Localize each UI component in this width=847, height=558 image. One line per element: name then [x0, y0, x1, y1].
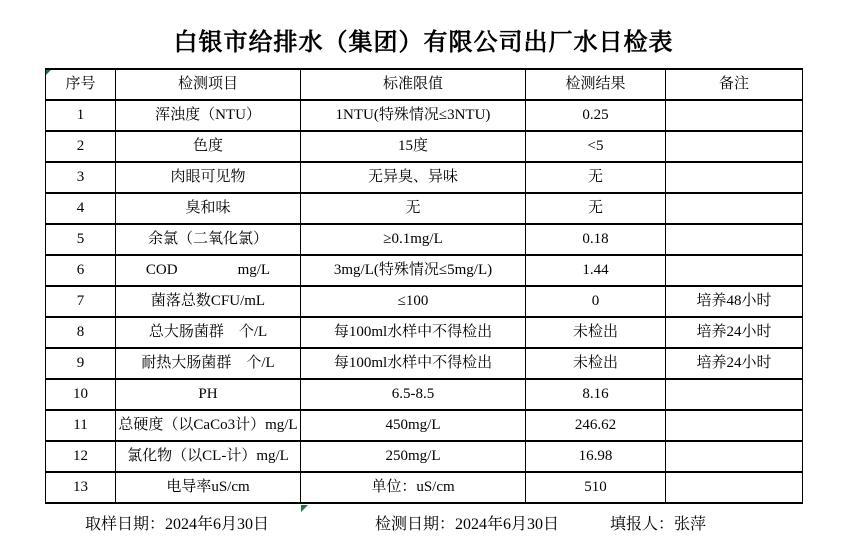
table-row	[46, 100, 803, 131]
cell-remark: 培养48小时	[666, 286, 803, 317]
table-row	[46, 317, 803, 348]
cell-remark	[666, 193, 803, 224]
cell-result: 0.25	[526, 100, 666, 131]
cell-no: 10	[46, 379, 116, 410]
cell-remark	[666, 410, 803, 441]
table-row	[46, 379, 803, 410]
cell-remark	[666, 472, 803, 503]
cell-standard: 每100ml水样中不得检出	[301, 317, 526, 348]
cell-item: COD mg/L	[116, 255, 301, 286]
cell-standard: ≥0.1mg/L	[301, 224, 526, 255]
cell-standard: 6.5-8.5	[301, 379, 526, 410]
column-header-item: 检测项目	[116, 69, 301, 100]
cell-result: 16.98	[526, 441, 666, 472]
table-row	[46, 472, 803, 503]
cell-standard: 3mg/L(特殊情况≤5mg/L)	[301, 255, 526, 286]
sampling-date-text: 取样日期：2024年6月30日	[85, 516, 270, 533]
cell-remark	[666, 255, 803, 286]
cell-no: 8	[46, 317, 116, 348]
page-title: 白银市给排水（集团）有限公司出厂水日检表	[173, 30, 674, 56]
test-date-text: 检测日期：2024年6月30日	[375, 516, 560, 533]
cell-remark: 培养24小时	[666, 317, 803, 348]
cell-result: 0	[526, 286, 666, 317]
inspection-table	[45, 68, 803, 504]
cell-standard: 无异臭、异味	[301, 162, 526, 193]
table-row	[46, 255, 803, 286]
table-row	[46, 193, 803, 224]
cell-item: 总硬度（以CaCo3计）mg/L	[116, 410, 301, 441]
cell-item: 臭和味	[116, 193, 301, 224]
cell-no: 11	[46, 410, 116, 441]
cell-no: 6	[46, 255, 116, 286]
cell-no: 7	[46, 286, 116, 317]
cell-remark	[666, 131, 803, 162]
cell-standard: 单位：uS/cm	[301, 472, 526, 503]
column-header-standard: 标准限值	[301, 69, 526, 100]
cell-no: 1	[46, 100, 116, 131]
cell-result: 246.62	[526, 410, 666, 441]
cell-result: 无	[526, 162, 666, 193]
cell-no: 9	[46, 348, 116, 379]
cell-result: 510	[526, 472, 666, 503]
column-header-remark: 备注	[666, 69, 803, 100]
table-row	[46, 162, 803, 193]
cell-remark	[666, 162, 803, 193]
cell-result: 未检出	[526, 317, 666, 348]
cell-no: 13	[46, 472, 116, 503]
cell-no: 5	[46, 224, 116, 255]
cell-no: 4	[46, 193, 116, 224]
table-row	[46, 348, 803, 379]
footer	[0, 511, 847, 535]
column-header-result: 检测结果	[526, 69, 666, 100]
cell-remark	[666, 441, 803, 472]
cell-result: 未检出	[526, 348, 666, 379]
cell-no: 12	[46, 441, 116, 472]
table-row	[46, 131, 803, 162]
cell-no: 2	[46, 131, 116, 162]
cell-standard: 15度	[301, 131, 526, 162]
cell-item: 肉眼可见物	[116, 162, 301, 193]
cell-result: 无	[526, 193, 666, 224]
cell-remark	[666, 379, 803, 410]
cell-standard: 450mg/L	[301, 410, 526, 441]
cell-remark: 培养24小时	[666, 348, 803, 379]
cell-item: 电导率uS/cm	[116, 472, 301, 503]
cell-result: 8.16	[526, 379, 666, 410]
cell-item: 浑浊度（NTU）	[116, 100, 301, 131]
cell-item: 氯化物（以CL-计）mg/L	[116, 441, 301, 472]
table-row	[46, 410, 803, 441]
cell-item: 余氯（二氧化氯）	[116, 224, 301, 255]
cell-result: <5	[526, 131, 666, 162]
column-header-no: 序号	[46, 69, 116, 100]
cell-item: 菌落总数CFU/mL	[116, 286, 301, 317]
cell-result: 0.18	[526, 224, 666, 255]
table-row	[46, 286, 803, 317]
cell-standard: 250mg/L	[301, 441, 526, 472]
table-row	[46, 224, 803, 255]
cell-standard: ≤100	[301, 286, 526, 317]
cell-item: 色度	[116, 131, 301, 162]
cell-result: 1.44	[526, 255, 666, 286]
cell-standard: 每100ml水样中不得检出	[301, 348, 526, 379]
header-row	[46, 69, 803, 100]
cell-remark	[666, 100, 803, 131]
cell-item: 耐热大肠菌群 个/L	[116, 348, 301, 379]
cell-item: PH	[116, 379, 301, 410]
cell-standard: 1NTU(特殊情况≤3NTU)	[301, 100, 526, 131]
cell-no: 3	[46, 162, 116, 193]
table-row	[46, 441, 803, 472]
cell-standard: 无	[301, 193, 526, 224]
reporter-text: 填报人：张萍	[610, 516, 707, 533]
table-body	[46, 100, 803, 503]
cell-item: 总大肠菌群 个/L	[116, 317, 301, 348]
cell-remark	[666, 224, 803, 255]
